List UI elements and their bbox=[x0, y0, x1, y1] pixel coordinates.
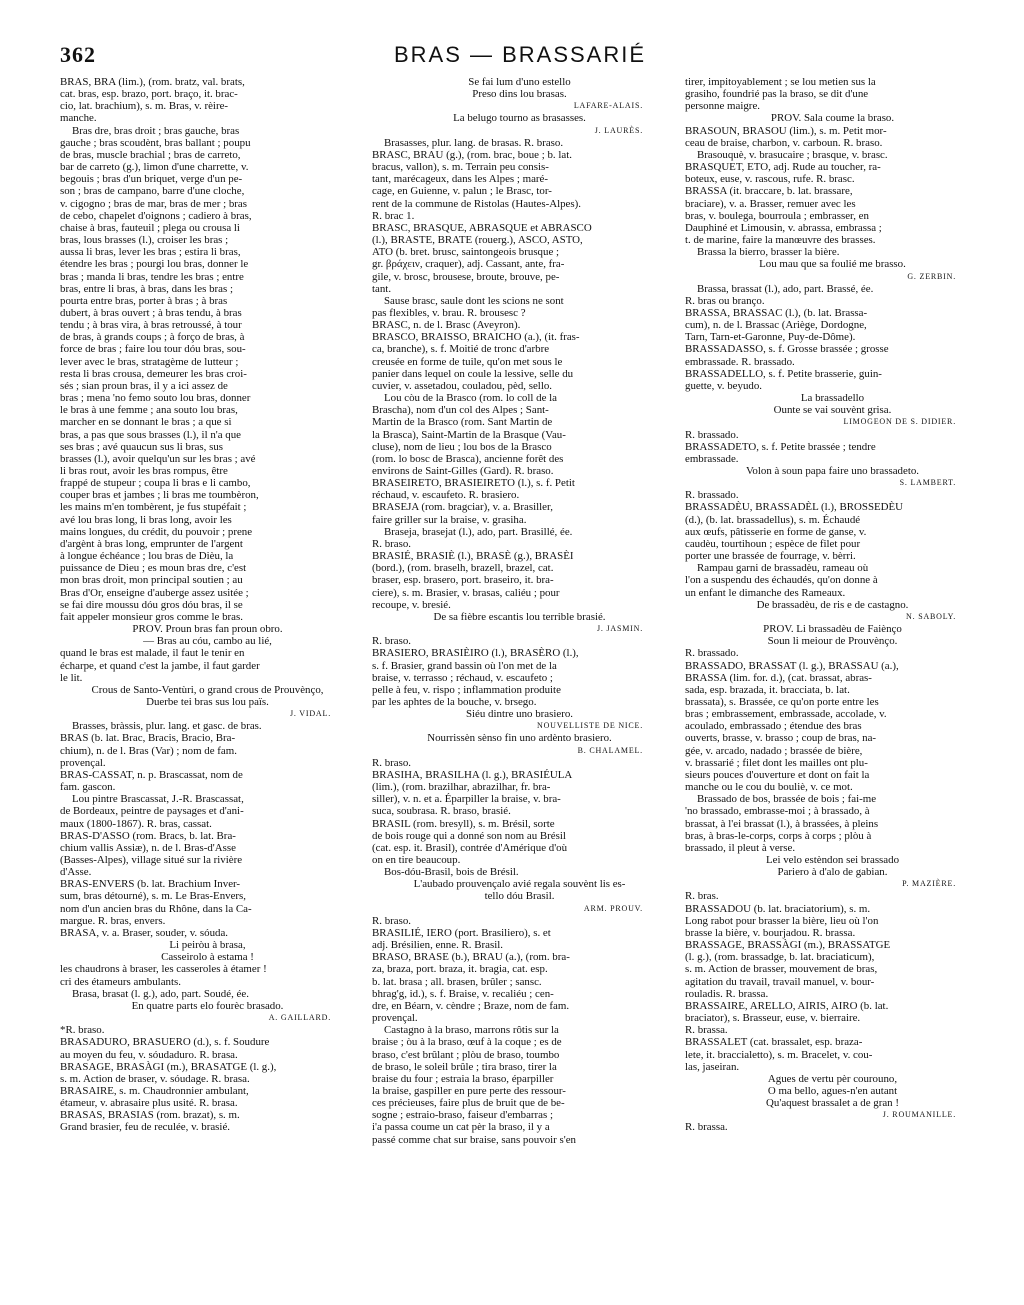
entry-line: tendu ; à bras vira, à bras retroussé, à tour bbox=[60, 319, 242, 332]
quote-line: Siéu dintre uno brasiero. bbox=[465, 708, 574, 721]
entry-line: BRASSA (it. braccare, b. lat. brassare, bbox=[685, 185, 853, 198]
entry-line: à longue échéance ; lou bras de Dièu, la bbox=[60, 550, 234, 563]
entry-line: par les aphtes de la bouche, v. brsego. bbox=[372, 695, 537, 708]
entry-line: BRASC, BRAU (g.), (rom. brac, boue ; b. lat. bbox=[372, 148, 572, 161]
entry-line: quand le bras est malade, il faut le tenir en bbox=[60, 647, 245, 660]
entry-line: (Basses-Alpes), village situé sur la rivière bbox=[60, 854, 243, 866]
entry-line: étendre les bras ; pourgi lou bras, donner le bbox=[60, 258, 249, 271]
entry-line: BRAS-D'ASSO (rom. Bracs, b. lat. Bra- bbox=[60, 829, 236, 842]
entry-line: fam. gascon. bbox=[60, 781, 116, 794]
entry-line: dre, en Béarn, v. cèndre ; Braze, nom de fam. bbox=[372, 999, 570, 1012]
entry-line: bras, v. boulega, bourroula ; embrasser, en bbox=[685, 209, 869, 222]
entry-line: Brassa la bierro, brasser la bière. bbox=[697, 246, 840, 259]
dictionary-columns bbox=[60, 76, 980, 1286]
entry-line: R. braso. bbox=[372, 537, 412, 550]
entry-line: Grand brasier, feu de reculée, v. brasié. bbox=[60, 1121, 230, 1134]
entry-line: rouladis. R. brassa. bbox=[685, 987, 769, 1000]
author-credit: S. LAMBERT. bbox=[899, 478, 956, 488]
entry-line: sieurs pouces d'ouverture et dont on fait la bbox=[685, 768, 870, 781]
entry-line: (lim.), (rom. brazilhar, abrazilhar, fr. bra- bbox=[372, 781, 551, 794]
entry-line: Lou pintre Brascassat, J.-R. Brascassat, bbox=[72, 793, 244, 806]
entry-line: lete, it. braccialetto), s. m. Bracelet, v. cou- bbox=[685, 1048, 873, 1061]
entry-line: ses bras ; avé quaucun sus li bras, sus bbox=[60, 440, 224, 453]
entry-line: puissance de Dieu ; es moun bras dre, c'est bbox=[60, 562, 247, 575]
quote-line: Ounte se vai souvènt grisa. bbox=[773, 404, 892, 417]
entry-line: (l.), BRASTE, BRATE (rouerg.), ASCO, ASTO, bbox=[372, 234, 583, 247]
entry-line: siller), v. n. et a. Éparpiller la braise, v. bra- bbox=[372, 793, 561, 806]
entry-line: BRASIERO, BRASIÈIRO (l.), BRASÈRO (l.), bbox=[372, 647, 579, 660]
entry-line: dubert, à bras ouvert ; à bras tendu, à bras bbox=[60, 306, 242, 319]
entry-line: chaise à bras, fauteuil ; plega ou crousa li bbox=[60, 221, 240, 234]
entry-line: frappé de stupeur ; coupa li bras e li cambo, bbox=[60, 477, 251, 490]
entry-line: ca, branche), s. f. Moitié de tronc d'arbre bbox=[372, 343, 550, 356]
quote-line: Lou mau que sa foulié me brasso. bbox=[759, 258, 906, 271]
entry-line: Brascha), nom d'un col des Alpes ; Sant- bbox=[372, 404, 549, 417]
page-header bbox=[60, 40, 980, 76]
entry-line: BRASSADÈU, BRASSADÈL (l.), BROSSEDÈU bbox=[685, 501, 904, 514]
author-credit: J. VIDAL. bbox=[289, 709, 331, 719]
entry-line: les chaudrons à braser, les casseroles à étamer ! bbox=[60, 963, 267, 976]
page-number: 362 bbox=[60, 42, 96, 67]
entry-line: cio, lat. brachium), s. m. Bras, v. rèire- bbox=[60, 100, 229, 113]
entry-line: R. braso. bbox=[372, 914, 412, 927]
entry-line: un enfant le dimanche des Rameaux. bbox=[685, 586, 846, 599]
author-credit: N. SABOLY. bbox=[906, 611, 956, 621]
quote-line: En quatre parts elo fourèc brasado. bbox=[131, 999, 284, 1012]
entry-line: *R. braso. bbox=[60, 1024, 105, 1037]
entry-line: lever avec le bras, stratagème de lutteur ; bbox=[60, 355, 239, 368]
entry-line: adj. Brésilien, enne. R. Brasil. bbox=[372, 939, 503, 952]
entry-line: BRASADURO, BRASUERO (d.), s. f. Soudure bbox=[60, 1036, 270, 1049]
entry-line: R. brassa. bbox=[685, 1024, 728, 1037]
author-credit: G. ZERBIN. bbox=[907, 271, 956, 281]
entry-line: 'no brassado, embrasse-moi ; à brassado, à bbox=[685, 805, 870, 818]
entry-line: (bord.), (rom. braselh, brazell, brazel, cat. bbox=[372, 562, 554, 575]
entry-line: Martin de la Brasco (rom. Sant Martin de bbox=[372, 416, 553, 429]
entry-line: BRASSADETO, s. f. Petite brassée ; tendre bbox=[685, 440, 876, 453]
entry-line: sogne ; estraio-braso, faiseur d'embarras ; bbox=[372, 1109, 553, 1122]
entry-line: bras ; mena 'no femo souto lou bras, donner bbox=[60, 392, 251, 405]
entry-line: ceau de braise, charbon, v. carboun. R. braso. bbox=[685, 136, 883, 149]
entry-line: BRAS-ENVERS (b. lat. Brachium Inver- bbox=[60, 878, 241, 891]
entry-line: t. de marine, faire la manœuvre des brasses. bbox=[685, 234, 876, 247]
author-credit: ARM. PROUV. bbox=[583, 903, 643, 913]
entry-line: couper bras et jambes ; li bras me toumbèron, bbox=[60, 489, 259, 502]
entry-line: la Brasca), Saint-Martin de la Brasque (Vau- bbox=[372, 428, 566, 441]
quote-line: Se fai lum d'uno estello bbox=[468, 76, 571, 88]
entry-line: brassat, à l'ei brassat (l.), à brassées, à pleins bbox=[685, 817, 879, 830]
entry-line: gauche ; bras scoudènt, bras ballant ; poupu bbox=[60, 136, 251, 149]
entry-line: ATO (b. bret. brusc, saintongeois brusque ; bbox=[372, 246, 560, 259]
entry-line: BRASSA (lim. for. d.), (cat. brassat, abras- bbox=[685, 671, 872, 684]
entry-line: R. brac 1. bbox=[372, 209, 415, 222]
entry-line: sum, bras détourné), s. m. Le Bras-Envers, bbox=[60, 890, 247, 903]
author-credit: A. GAILLARD. bbox=[268, 1013, 331, 1023]
entry-line: BRASSAIRE, ARELLO, AIRIS, AIRO (b. lat. bbox=[685, 999, 889, 1012]
entry-line: passé comme chat sur braise, sans pouvoir s'en bbox=[372, 1133, 576, 1146]
entry-line: acoulado, embrassado ; étendue des bras bbox=[685, 720, 862, 733]
entry-line: aux œufs, pâtisserie en forme de ganse, v. bbox=[685, 525, 867, 538]
entry-line: creusée en forme de tuile, qu'on met sous le bbox=[372, 355, 563, 368]
entry-line: R. bras ou branço. bbox=[685, 294, 765, 307]
quote-line: Agues de vertu pèr courouno, bbox=[767, 1072, 898, 1085]
entry-line: nom d'un ancien bras du Rhône, dans la Ca- bbox=[60, 902, 252, 915]
entry-line: force de bras ; faire lou tour dóu bras, sou- bbox=[60, 343, 246, 356]
entry-line: tant, marécageux, dans les Alpes ; maré- bbox=[372, 173, 548, 186]
entry-line: s. f. Brasier, grand bassin où l'on met de la bbox=[372, 659, 557, 672]
entry-line: R. braso. bbox=[372, 635, 412, 648]
entry-line: b. lat. brasa ; all. brasen, brûler ; sansc. bbox=[372, 975, 542, 988]
quote-line: L'aubado prouvençalo avié regala souvènt lis es- bbox=[413, 878, 626, 891]
entry-line: au moyen du feu, v. sóudaduro. R. brasa. bbox=[60, 1048, 238, 1061]
entry-line: bras, lous brasses (l.), croiser les bras ; bbox=[60, 234, 229, 247]
entry-line: sés ; sian proun bras, il y a ici assez de bbox=[60, 379, 228, 392]
entry-line: R. brassado. bbox=[685, 647, 739, 660]
quote-line: Lei velo estèndon sei brassado bbox=[765, 854, 900, 866]
entry-line: Castagno à la braso, marrons rôtis sur la bbox=[384, 1024, 559, 1037]
entry-line: maux (1800-1867). R. bras, cassat. bbox=[60, 817, 212, 830]
entry-line: BRASC, n. de l. Brasc (Aveyron). bbox=[372, 319, 521, 332]
entry-line: v. brassarié ; filet dont les mailles ont plu- bbox=[685, 756, 868, 769]
entry-line: BRASCO, BRAISSO, BRAICHO (a.), (it. fras- bbox=[372, 331, 580, 344]
entry-line: R. bras. bbox=[685, 890, 719, 903]
quote-line: La brassadello bbox=[800, 392, 865, 405]
entry-line: margue. R. bras, envers. bbox=[60, 914, 166, 927]
entry-line: de bras, à grands coups ; à forço de bras, à bbox=[60, 331, 245, 344]
entry-line: BRASAS, BRASIAS (rom. brazat), s. m. bbox=[60, 1109, 240, 1122]
entry-line: begouis ; bras d'un briquet, verge d'un pe- bbox=[60, 173, 243, 186]
entry-line: manche ou le cou du bouliè, v. ce mot. bbox=[685, 781, 853, 794]
entry-line: provençal. bbox=[60, 756, 106, 769]
author-credit: J. JASMIN. bbox=[596, 624, 643, 634]
entry-line: BRASSADOU (b. lat. braciatorium), s. m. bbox=[685, 902, 871, 915]
author-credit: NOUVELLISTE DE NICE. bbox=[537, 721, 643, 731]
quote-line: Qu'aquest brassalet a de gran ! bbox=[766, 1097, 899, 1110]
quote-line: De brassadèu, de ris e de castagno. bbox=[756, 598, 909, 611]
quote-line: tello dóu Brasil. bbox=[484, 890, 555, 903]
entry-line: Bras d'Or, enseigne d'auberge assez usitée ; bbox=[60, 586, 249, 599]
entry-line: Sause brasc, saule dont les scions ne sont bbox=[384, 294, 564, 307]
entry-line: marcher en se donnant le bras ; a que si bbox=[60, 416, 232, 429]
entry-line: cage, en Guienne, v. palun ; le Brasc, tor- bbox=[372, 185, 552, 198]
entry-line: brassado, il pleut à verse. bbox=[685, 841, 796, 854]
author-credit: P. MAZIÈRE. bbox=[902, 879, 956, 889]
quote-line: PROV. Li brassadèu de Faiènço bbox=[763, 623, 902, 636]
entry-line: manche. bbox=[60, 112, 97, 125]
entry-line: embrassade. bbox=[685, 452, 739, 465]
entry-line: BRASOUN, BRASOU (lim.), s. m. Petit mor- bbox=[685, 124, 887, 137]
entry-line: suca, soubrasa. R. braso, brasié. bbox=[372, 805, 511, 818]
entry-line: bras, à bras-le-corps, corps à corps ; plòu à bbox=[685, 829, 872, 842]
column-right bbox=[685, 76, 980, 1286]
entry-line: cat. bras, esp. brazo, port. braço, it. brac- bbox=[60, 88, 238, 101]
entry-line: Bras dre, bras droit ; bras gauche, bras bbox=[72, 124, 240, 137]
entry-line: braciator), s. Brasseur, euse, v. bierraire. bbox=[685, 1012, 861, 1025]
quote-line: Preso dins lou brasas. bbox=[472, 88, 567, 101]
entry-line: (cat. esp. it. Brasil), contrée d'Amérique d'où bbox=[372, 841, 568, 854]
entry-line: recoupe, v. bresié. bbox=[372, 598, 451, 611]
entry-line: de bois rouge qui a donné son nom au Brésil bbox=[372, 829, 566, 842]
entry-line: caudèu, tourtihoun ; espèce de filet pour bbox=[685, 537, 861, 550]
entry-line: son ; bras de campano, barre d'une cloche, bbox=[60, 185, 245, 198]
quote-line: Duerbe tei bras sus lou païs. bbox=[146, 695, 269, 708]
entry-line: BRAS (b. lat. Brac, Bracis, Bracio, Bra- bbox=[60, 732, 236, 745]
entry-line: mains longues, du crédit, du pouvoir ; prene bbox=[60, 525, 253, 538]
entry-line: BRASQUET, ETO, adj. Rude au toucher, ra- bbox=[685, 161, 881, 174]
entry-line: les mains m'en tombèrent, je fus stupéfait ; bbox=[60, 501, 247, 514]
entry-line: braise ; òu à la braso, œuf à la coque ; es de bbox=[372, 1036, 562, 1049]
entry-line: rent de la commune de Ristolas (Hautes-Alpes). bbox=[372, 197, 581, 210]
entry-line: écharpe, et quand c'est la jambe, il faut garder bbox=[60, 659, 260, 672]
entry-line: braciare), v. a. Brasser, remuer avec les bbox=[685, 197, 856, 210]
entry-line: agitation du travail, travail manuel, v. bour- bbox=[685, 975, 875, 988]
entry-line: BRASA, v. a. Braser, souder, v. sóuda. bbox=[60, 926, 229, 939]
entry-line: brassata), s. Brassée, ce qu'on porte entre les bbox=[685, 695, 879, 708]
entry-line: braser, esp. brasero, port. braseiro, it. bra- bbox=[372, 574, 554, 587]
entry-line: se fai dire moussu dóu gros dóu bras, il se bbox=[60, 598, 243, 611]
entry-line: chium), n. de l. Bras (Var) ; nom de fam. bbox=[60, 744, 237, 757]
entry-line: BRASAIRE, s. m. Chaudronnier ambulant, bbox=[60, 1084, 249, 1097]
entry-line: embrassade. R. brassado. bbox=[685, 355, 795, 368]
quote-line: PROV. Sala coume la braso. bbox=[770, 112, 895, 125]
entry-line: Brassado de bos, brassée de bois ; fai-me bbox=[697, 793, 877, 806]
author-credit: J. LAURÈS. bbox=[594, 125, 643, 135]
entry-line: pas flexibles, v. brau. R. brousesc ? bbox=[372, 306, 526, 319]
entry-line: cuvier, v. assetadou, couladou, pèd, sello. bbox=[372, 379, 553, 392]
entry-line: cum), n. de l. Brassac (Ariège, Dordogne, bbox=[685, 319, 867, 332]
entry-line: guette, v. beyudo. bbox=[685, 379, 763, 392]
entry-line: cri des étameurs ambulants. bbox=[60, 975, 181, 988]
entry-line: BRASSADO, BRASSAT (l. g.), BRASSAU (a.), bbox=[685, 659, 899, 672]
entry-line: étameur, v. abrasaire plus usité. R. brasa. bbox=[60, 1097, 238, 1110]
entry-line: l'on a suspendu des échaudés, qu'on donne à bbox=[685, 574, 878, 587]
entry-line: grasiho, foundrié pas la braso, se dit d'une bbox=[685, 88, 869, 101]
entry-line: Braseja, brasejat (l.), ado, part. Brasillé, ée. bbox=[384, 525, 573, 538]
entry-line: za, braza, port. braza, it. bragia, cat. esp. bbox=[372, 963, 548, 976]
entry-line: gée, v. arcado, nadado ; brassée de bière, bbox=[685, 744, 863, 757]
entry-line: las, jaseiran. bbox=[685, 1060, 740, 1073]
entry-line: bras, a pas que sous brasses (l.), il n'a que bbox=[60, 428, 242, 441]
entry-line: Brasasses, plur. lang. de brasas. R. braso. bbox=[384, 136, 564, 149]
entry-line: R. brassa. bbox=[685, 1121, 728, 1134]
running-head: BRAS — BRASSARIÉ bbox=[393, 42, 647, 67]
quote-line: O ma bello, agues-n'en autant bbox=[767, 1084, 898, 1097]
entry-line: d'Asse. bbox=[60, 866, 92, 879]
entry-line: s. m. Action de braser, v. sóudage. R. brasa. bbox=[60, 1072, 250, 1085]
entry-line: (rom. lo bosc de Brasca), ancienne forêt des bbox=[372, 452, 564, 465]
entry-line: Brasouquè, v. brasucaire ; brasque, v. brasc. bbox=[697, 148, 888, 161]
entry-line: li bras rout, avoir les bras rompus, être bbox=[60, 465, 228, 477]
entry-line: brasse la bière, v. bourjadou. R. brassa. bbox=[685, 926, 856, 939]
quote-line: Crous de Santo-Ventùri, o grand crous de Prouvènço, bbox=[91, 683, 324, 696]
entry-line: braise, v. terrasso ; réchaud, v. escaufeto ; bbox=[372, 671, 553, 684]
entry-line: avé lou bras long, li bras long, avoir les bbox=[60, 513, 232, 526]
entry-line: tirer, impitoyablement ; se lou metien sus la bbox=[685, 76, 876, 88]
entry-line: Bos-dóu-Brasil, bois de Brésil. bbox=[384, 866, 519, 879]
entry-line: brasses (l.), avoir quelqu'un sur les bras ; avé bbox=[60, 452, 256, 465]
quote-line: Soun li meiour de Prouvènço. bbox=[767, 635, 898, 648]
entry-line: provençal. bbox=[372, 1012, 418, 1025]
quote-line: La belugo tourno as brasasses. bbox=[453, 112, 586, 125]
column-left bbox=[60, 76, 355, 1286]
entry-line: on en tire beaucoup. bbox=[372, 854, 461, 866]
entry-line: bhrag'g, id.), s. f. Braise, v. recaliéu ; cen- bbox=[372, 987, 554, 1000]
quote-line: De sa fièbre escantis lou terrible brasié. bbox=[433, 610, 606, 623]
entry-line: chium vallis Assiæ), n. de l. Bras-d'Asse bbox=[60, 841, 236, 854]
entry-line: Long rabot pour brasser la bière, lieu où l'on bbox=[685, 914, 879, 927]
quote-line: PROV. Proun bras fan proun obro. bbox=[132, 623, 283, 636]
entry-line: i'a passa coume un cat pèr la braso, il y a bbox=[372, 1121, 550, 1134]
entry-line: BRASILIÉ, IERO (port. Brasiliero), s. et bbox=[372, 926, 551, 939]
entry-line: bracus, vallon), s. m. Terrain peu consis- bbox=[372, 161, 549, 174]
entry-line: fait appeler monsieur gros comme le bras. bbox=[60, 610, 243, 623]
entry-line: R. brassado. bbox=[685, 428, 739, 441]
entry-line: ces précieuses, faire plus de bruit que de be- bbox=[372, 1097, 565, 1110]
entry-line: boteux, euse, v. rascous, rufe. R. brasc. bbox=[685, 173, 855, 186]
entry-line: bras ; embrassement, embrassade, accolade, v. bbox=[685, 708, 887, 721]
entry-line: pourta entre bras, porter à bras ; à bras bbox=[60, 294, 228, 307]
author-credit: B. CHALAMEL. bbox=[577, 745, 643, 755]
entry-line: BRASIHA, BRASILHA (l. g.), BRASIÉULA bbox=[372, 768, 573, 781]
entry-line: BRASSADASSO, s. f. Grosse brassée ; grosse bbox=[685, 343, 889, 356]
entry-line: Rampau garni de brassadèu, rameau où bbox=[697, 562, 869, 575]
entry-line: Brasses, bràssis, plur. lang. et gasc. de bras. bbox=[72, 720, 262, 733]
entry-line: porter une brassée de fourrage, v. bèrri. bbox=[685, 550, 856, 563]
entry-line: gile, v. brosc, brousese, broute, brouve, pe- bbox=[372, 270, 560, 283]
entry-line: BRASO, BRASE (b.), BRAU (a.), (rom. bra- bbox=[372, 951, 570, 964]
entry-line: le lit. bbox=[60, 671, 83, 684]
author-credit: J. ROUMANILLE. bbox=[882, 1110, 956, 1120]
entry-line: Brasa, brasat (l. g.), ado, part. Soudé, ée. bbox=[72, 987, 249, 1000]
entry-line: bras, entre li bras, à bras, dans les bras ; bbox=[60, 282, 233, 295]
entry-line: Dauphiné et Limousin, v. abrassa, embrassa ; bbox=[685, 221, 882, 234]
entry-line: v. cigogno ; bras de mar, bras de mer ; bras bbox=[60, 197, 247, 210]
entry-line: ouverts, brasse, v. brasso ; coup de bras, na- bbox=[685, 732, 877, 745]
entry-line: bar de carreto (g.), limon d'une charrette, v. bbox=[60, 161, 249, 174]
entry-line: de bras, muscle brachial ; bras de carreto, bbox=[60, 148, 241, 161]
entry-line: BRASSA, BRASSAC (l.), (b. lat. Brassa- bbox=[685, 306, 868, 319]
entry-line: BRASEIRETO, BRASIEIRETO (l.), s. f. Petit bbox=[372, 477, 575, 490]
entry-line: BRASEJA (rom. bragciar), v. a. Brasiller, bbox=[372, 501, 553, 514]
entry-line: réchaud, v. escaufeto. R. brasiero. bbox=[372, 489, 520, 502]
entry-line: (d.), (b. lat. brassadellus), s. m. Échaudé bbox=[685, 513, 861, 526]
entry-line: BRASIÉ, BRASIÈ (l.), BRASÈ (g.), BRASÈI bbox=[372, 550, 574, 563]
quote-line: Nourrissèn sènso fin uno ardènto brasiero. bbox=[427, 732, 612, 745]
entry-line: le bras à une femme ; ana souto lou bras, bbox=[60, 404, 238, 417]
entry-line: R. brassado. bbox=[685, 489, 739, 502]
quote-line: Casseirolo à estama ! bbox=[161, 951, 254, 964]
entry-line: environs de Saint-Gilles (Gard). R. braso. bbox=[372, 465, 554, 477]
entry-line: Brassa, brassat (l.), ado, part. Brassé, ée. bbox=[697, 282, 874, 295]
entry-line: resta li bras crousa, demeurer les bras croi- bbox=[60, 367, 247, 380]
entry-line: R. braso. bbox=[372, 756, 412, 769]
author-credit: LAFARE-ALAIS. bbox=[573, 101, 643, 111]
entry-line: BRASC, BRASQUE, ABRASQUE et ABRASCO bbox=[372, 221, 592, 234]
entry-line: d'argènt à bras long, emprunter de l'argent bbox=[60, 537, 243, 550]
entry-line: BRAS, BRA (lim.), (rom. bratz, val. brats, bbox=[60, 76, 245, 88]
entry-line: mon bras droit, mon principal soutien ; au bbox=[60, 574, 243, 587]
entry-line: faire griller sur la braise, v. grasiha. bbox=[372, 513, 527, 526]
entry-line: BRASAGE, BRASÀGI (m.), BRASATGE (l. g.), bbox=[60, 1060, 277, 1073]
entry-line: aussa li bras, lever les bras ; estira li bras, bbox=[60, 246, 241, 259]
entry-line: Tarn, Tarn-et-Garonne, Puy-de-Dôme). bbox=[685, 331, 856, 344]
entry-line: BRASSAGE, BRASSÀGI (m.), BRASSATGE bbox=[685, 939, 891, 952]
entry-line: BRASSADELLO, s. f. Petite brasserie, guin- bbox=[685, 367, 882, 380]
entry-line: pelle à feu, v. rispo ; inflammation produite bbox=[372, 683, 561, 696]
entry-line: bras ; manda li bras, tendre les bras ; entre bbox=[60, 270, 244, 283]
entry-line: sada, esp. brazada, it. bracciata, b. lat. bbox=[685, 683, 850, 696]
entry-line: braso, c'est brûlant ; plòu de braso, toumbo bbox=[372, 1048, 560, 1061]
entry-line: braise du four ; estraia la braso, éparpiller bbox=[372, 1072, 554, 1085]
entry-line: tant. bbox=[372, 282, 392, 295]
entry-line: de Bordeaux, peintre de paysages et d'ani- bbox=[60, 805, 244, 818]
entry-line: (l. g.), (rom. brassadge, b. lat. braciaticum), bbox=[685, 951, 875, 964]
entry-line: personne maigre. bbox=[685, 100, 760, 113]
quote-line: Pariero à d'alo de gabian. bbox=[777, 866, 888, 879]
entry-line: ciere), s. m. Brasier, v. brasas, caliéu ; pour bbox=[372, 586, 560, 599]
entry-line: Lou còu de la Brasco (rom. lo coll de la bbox=[384, 392, 557, 405]
entry-line: la braise, gaspiller en pure perte des ressour- bbox=[372, 1084, 566, 1097]
entry-line: de braso, le soleil brûle ; tira braso, tirer la bbox=[372, 1060, 557, 1073]
entry-line: BRASSALET (cat. brassalet, esp. braza- bbox=[685, 1036, 863, 1049]
author-credit: LIMOGEON DE S. DIDIER. bbox=[843, 417, 956, 427]
column-middle bbox=[372, 76, 667, 1286]
quote-line: — Bras au cóu, cambo au lié, bbox=[143, 635, 272, 648]
entry-line: BRAS-CASSAT, n. p. Brascassat, nom de bbox=[60, 768, 243, 781]
entry-line: gr. βράχειν, craquer), adj. Cassant, ante, fra- bbox=[372, 258, 565, 271]
entry-line: s. m. Action de brasser, mouvement de bras, bbox=[685, 963, 878, 976]
entry-line: de cebo, chapelet d'oignons ; cadiero à bras, bbox=[60, 209, 252, 222]
entry-line: BRASIL (rom. bresyll), s. m. Brésil, sorte bbox=[372, 817, 555, 830]
quote-line: Volon à soun papa faire uno brassadeto. bbox=[745, 465, 920, 477]
entry-line: panier dans lequel on coule la lessive, selle du bbox=[372, 367, 574, 380]
quote-line: Li peiròu à brasa, bbox=[169, 939, 246, 952]
entry-line: cluse), nom de lieu ; lou bos de la Brasco bbox=[372, 440, 552, 453]
